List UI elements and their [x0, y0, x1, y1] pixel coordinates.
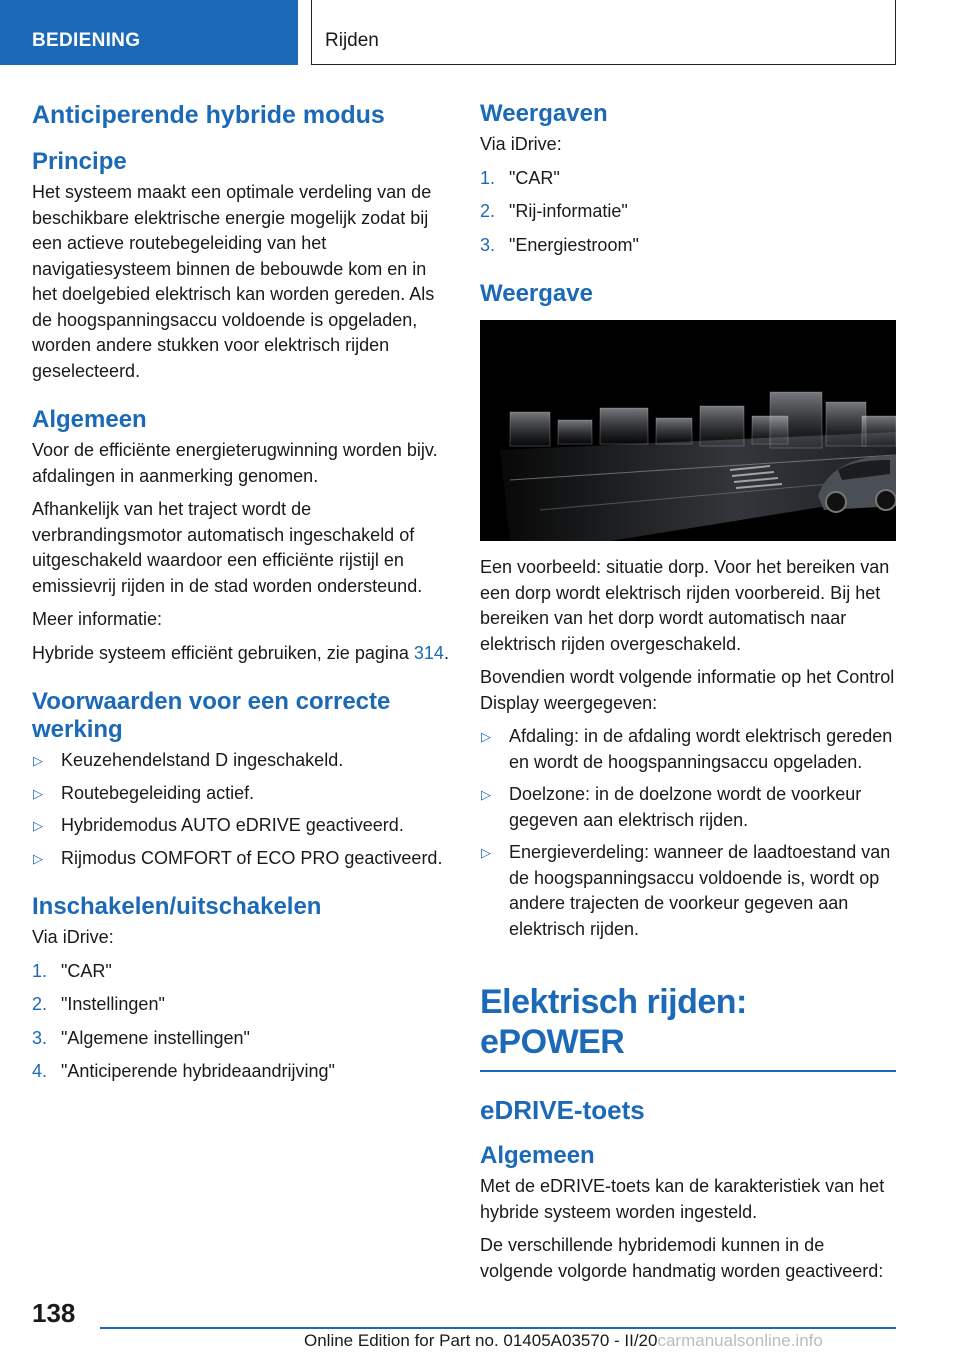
list-item — [480, 724, 896, 775]
footer-edition — [304, 1331, 823, 1351]
list-item-text: Keuzehendelstand D ingeschakeld. — [61, 750, 344, 770]
list-item-text: Hybridemodus AUTO eDRIVE geactiveerd. — [61, 815, 404, 835]
epower-text-2: De verschillende hybridemodi kunnen in de volgende volgorde handmatig worden geactiveerd: — [480, 1235, 884, 1281]
algemeen-text-3: Meer informatie: — [32, 609, 163, 629]
epower-text-1: Met de eDRIVE-toets kan de karakteristiek van het hybride systeem worden ingesteld. — [480, 1176, 885, 1222]
page-number: 138 — [32, 1298, 76, 1328]
watermark-text: carmanualsonline.info — [657, 1331, 823, 1350]
voorwaarden-list — [32, 748, 450, 871]
weergaven-steps — [480, 166, 896, 259]
principe-text: Het systeem maakt een optimale verdeling van de beschikbare elektrische energie mogelijk zodat bij een actieve routebegeleiding van het navigatiesysteem binnen de bebouwde kom en in het doelgebied elektrisch kan worden gereden. Als de hoogspanningsaccu voldoende is opgeladen, worden andere stukken voor elektrisch rijden geselecteerd. — [32, 182, 435, 381]
step-text: "Algemene instellingen" — [61, 1027, 250, 1048]
list-item — [480, 840, 896, 942]
list-item — [32, 846, 450, 872]
section-tab — [0, 0, 298, 65]
principe-heading: Principe — [32, 148, 127, 175]
step-number: 1. — [32, 960, 48, 981]
algemeen-text-4 — [32, 641, 450, 667]
algemeen-text-1: Voor de efficiënte energieterugwinning worden bijv. afdalingen in aanmerking genomen. — [32, 440, 438, 486]
page-reference-link[interactable]: 314 — [413, 642, 444, 663]
chapter-title: Rijden — [325, 30, 379, 51]
step-item — [32, 992, 450, 1018]
triangle-bullet-icon: ▷ — [33, 753, 43, 768]
reference-text: Hybride systeem efficiënt gebruiken, zie pagina — [32, 642, 409, 663]
weergave-text-2: Bovendien wordt volgende informatie op het Control Display weergegeven: — [480, 667, 895, 713]
reference-end: . — [443, 642, 449, 663]
weergaven-heading: Weergaven — [480, 100, 608, 127]
list-item — [32, 781, 450, 807]
step-text: "Anticiperende hybrideaandrijving" — [61, 1061, 335, 1081]
step-text: "CAR" — [61, 960, 112, 981]
inschakelen-intro: Via iDrive: — [32, 927, 114, 947]
energy-flow-display-image — [480, 320, 896, 541]
edrive-toets-heading: eDRIVE-toets — [480, 1095, 645, 1125]
list-item-text: Rijmodus COMFORT of ECO PRO geactiveerd. — [61, 847, 443, 868]
epower-algemeen-heading: Algemeen — [480, 1142, 595, 1169]
weergave-heading: Weergave — [480, 280, 593, 307]
step-number: 3. — [32, 1027, 48, 1048]
step-item — [480, 233, 896, 259]
page-title: Anticiperende hybride modus — [32, 101, 385, 129]
step-number: 2. — [32, 994, 48, 1014]
triangle-bullet-icon: ▷ — [33, 818, 43, 833]
weergaven-intro: Via iDrive: — [480, 134, 562, 154]
step-item — [32, 1059, 450, 1085]
village-scene-illustration — [480, 320, 896, 541]
inschakelen-heading: Inschakelen/uitschakelen — [32, 893, 322, 920]
list-item-text: Routebegeleiding actief. — [61, 782, 255, 803]
chapter-header — [311, 0, 896, 65]
step-text: "Instellingen" — [61, 994, 165, 1014]
step-number: 2. — [480, 201, 496, 221]
step-item — [480, 199, 896, 225]
right-column — [480, 100, 896, 1292]
list-item-text: Afdaling: in de afdaling wordt elektrisch gereden en wordt de hoogspanningsaccu opgeladen. — [509, 726, 893, 772]
list-item-text: Doelzone: in de doelzone wordt de voorkeur gegeven aan elektrisch rijden. — [509, 784, 862, 830]
list-item — [480, 782, 896, 833]
step-text: "Rij-informatie" — [509, 201, 628, 221]
list-item-text: Energieverdeling: wanneer de laadtoestand van de hoogspanningsaccu voldoende is, wordt op andere trajecten de voorkeur gegeven aan elektrisch rijden. — [509, 842, 891, 939]
algemeen-text-2: Afhankelijk van het traject wordt de verbrandingsmotor automatisch ingeschakeld of uitgeschakeld waardoor een efficiënte rijstijl en emissievrij rijden in de stad worden ondersteund. — [32, 499, 423, 596]
edition-text: Online Edition for Part no. 01405A03570 - II/20 — [304, 1331, 658, 1350]
voorwaarden-heading: Voorwaarden voor een correcte werking — [32, 688, 391, 743]
footer-divider — [100, 1327, 896, 1329]
step-number: 1. — [480, 167, 496, 188]
step-item — [32, 959, 450, 985]
weergave-text-1: Een voorbeeld: situatie dorp. Voor het bereiken van een dorp wordt elektrisch rijden voorbereid. Bij het bereiken van het dorp wordt automatisch naar elektrisch rijden overgeschakeld. — [480, 557, 890, 654]
weergave-list — [480, 724, 896, 942]
epower-title: Elektrisch rijden: ePOWER — [480, 982, 896, 1072]
list-item — [32, 748, 450, 774]
triangle-bullet-icon: ▷ — [33, 785, 43, 801]
triangle-bullet-icon: ▷ — [481, 787, 491, 802]
step-number: 3. — [480, 234, 496, 255]
step-text: "CAR" — [509, 167, 560, 188]
inschakelen-steps — [32, 959, 450, 1085]
step-item — [32, 1026, 450, 1052]
section-tab-label: BEDIENING — [32, 30, 141, 51]
triangle-bullet-icon: ▷ — [481, 729, 491, 744]
step-number: 4. — [32, 1061, 48, 1081]
left-column — [32, 100, 450, 1093]
step-text: "Energiestroom" — [509, 234, 639, 255]
triangle-bullet-icon: ▷ — [481, 845, 491, 860]
triangle-bullet-icon: ▷ — [33, 850, 43, 866]
algemeen-heading: Algemeen — [32, 406, 147, 433]
list-item — [32, 813, 450, 839]
step-item — [480, 166, 896, 192]
